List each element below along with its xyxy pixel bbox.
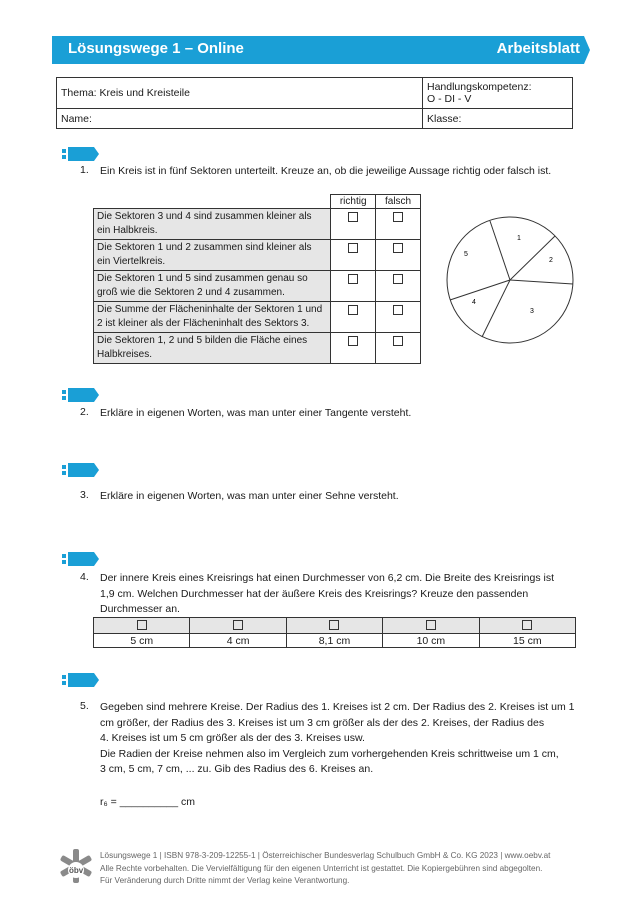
footer [100,850,550,888]
q5-text [100,700,574,778]
checkbox-falsch[interactable] [393,274,403,284]
checkbox-falsch[interactable] [393,212,403,222]
competence-label: Handlungskompetenz: [427,81,532,93]
col-richtig: richtig [331,195,376,209]
statement-text: Die Summe der Flächeninhalte der Sektoren 1 und 2 ist kleiner als der Flächeninhalt des Sektors 3. [94,302,331,333]
statement-row [94,240,421,271]
competence-cell [423,78,573,109]
col-falsch: falsch [376,195,421,209]
sector-label-4: 4 [472,299,476,306]
option-label: 8,1 cm [286,634,382,648]
option-checkbox[interactable] [522,620,532,630]
sector-label-3: 3 [530,308,534,315]
task-marker-5 [62,673,98,687]
q5-number: 5. [80,700,89,712]
statement-row [94,271,421,302]
q5-line: 4. Kreises ist um 5 cm größer als der des 3. Kreises usw. [100,732,365,744]
option-label: 5 cm [94,634,190,648]
q4-text [100,571,554,618]
q4-line: 1,9 cm. Welchen Durchmesser hat der äußere Kreis des Kreisrings? Kreuze den passenden [100,587,529,600]
option-label: 15 cm [479,634,575,648]
checkbox-falsch[interactable] [393,305,403,315]
logo-text: öbv [69,866,84,875]
task-marker-1 [62,147,98,161]
footer-line: Alle Rechte vorbehalten. Die Vervielfältigung für den eigenen Unterricht ist gestattet. Die Kopiergebühren sind abgegolten. [100,863,543,873]
q2-number: 2. [80,406,89,418]
q5-line: cm größer, der Radius des 3. Kreises ist um 3 cm größer als der des 2. Kreises, der Radius des [100,716,545,729]
option-checkbox[interactable] [137,620,147,630]
q4-line: Durchmesser an. [100,603,180,615]
info-table [56,77,573,129]
option-checkbox[interactable] [329,620,339,630]
statement-row [94,302,421,333]
sector-label-1: 1 [517,235,521,242]
sector-circle [444,214,576,346]
task-marker-3 [62,463,98,477]
checkbox-richtig[interactable] [348,243,358,253]
statement-text: Die Sektoren 1 und 2 zusammen sind kleiner als ein Viertelkreis. [94,240,331,271]
checkbox-richtig[interactable] [348,336,358,346]
task-marker-4 [62,552,98,566]
footer-line: Lösungswege 1 | ISBN 978-3-209-12255-1 | Österreichischer Bundesverlag Schulbuch GmbH & Co. KG 2023 | www.oebv.at [100,851,551,860]
statement-row [94,209,421,240]
q4-line: Der innere Kreis eines Kreisrings hat einen Durchmesser von 6,2 cm. Die Breite des Kreisrings ist [100,572,555,584]
checkbox-richtig[interactable] [348,274,358,284]
q3-text: Erkläre in eigenen Worten, was man unter einer Sehne versteht. [100,490,399,502]
header-doc-type: Arbeitsblatt [496,40,580,57]
option-label: 4 cm [190,634,286,648]
task-marker-2 [62,388,98,402]
competence-value: O - DI - V [427,93,472,105]
sector-label-2: 2 [549,257,553,264]
diameter-options-table [93,617,576,648]
option-checkbox[interactable] [233,620,243,630]
q1-number: 1. [80,164,89,176]
q2-text: Erkläre in eigenen Worten, was man unter einer Tangente versteht. [100,407,412,419]
checkbox-falsch[interactable] [393,243,403,253]
checkbox-richtig[interactable] [348,212,358,222]
statements-table [93,194,421,364]
q5-line: Gegeben sind mehrere Kreise. Der Radius des 1. Kreises ist 2 cm. Der Radius des 2. Kreises ist um 1 [100,701,575,713]
checkbox-richtig[interactable] [348,305,358,315]
header-title: Lösungswege 1 – Online [68,40,244,57]
statement-text: Die Sektoren 3 und 4 sind zusammen kleiner als ein Halbkreis. [94,209,331,240]
class-field[interactable]: Klasse: [423,109,573,129]
statement-text: Die Sektoren 1 und 5 sind zusammen genau so groß wie die Sektoren 2 und 4 zusammen. [94,271,331,302]
header-band-tip [584,36,590,64]
q4-number: 4. [80,571,89,583]
option-label: 10 cm [383,634,479,648]
statement-text: Die Sektoren 1, 2 und 5 bilden die Fläche eines Halbkreises. [94,333,331,364]
q3-number: 3. [80,489,89,501]
topic-cell: Thema: Kreis und Kreisteile [57,78,423,109]
footer-line: Für Veränderung durch Dritte nimmt der Verlag keine Verantwortung. [100,876,350,885]
checkbox-falsch[interactable] [393,336,403,346]
q5-line: Die Radien der Kreise nehmen also im Vergleich zum vorhergehenden Kreis schrittweise um 1 cm, [100,747,559,760]
q5-line: 3 cm, 5 cm, 7 cm, ... zu. Gib des Radius des 6. Kreises an. [100,763,374,775]
sector-label-5: 5 [464,251,468,258]
q1-text: Ein Kreis ist in fünf Sektoren unterteilt. Kreuze an, ob die jeweilige Aussage richtig oder falsch ist. [100,165,552,177]
option-checkbox[interactable] [426,620,436,630]
statement-row [94,333,421,364]
oebv-logo-icon [58,848,94,884]
q5-answer-line[interactable]: r₆ = __________ cm [100,796,196,808]
name-field[interactable]: Name: [57,109,423,129]
